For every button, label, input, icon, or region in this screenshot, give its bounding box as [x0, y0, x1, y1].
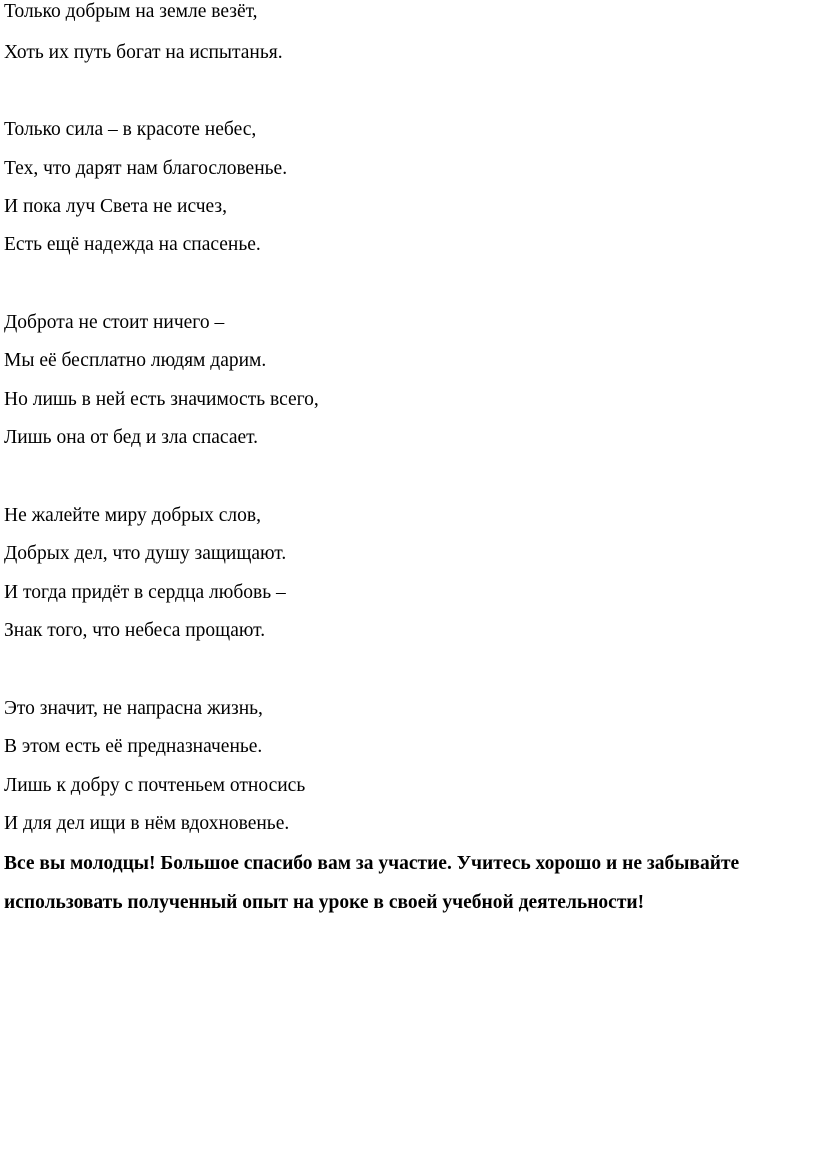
poem-line: Мы её бесплатно людям дарим. [4, 350, 267, 371]
poem-line: Только добрым на земле везёт, [4, 1, 258, 22]
poem-line: Тех, что дарят нам благословенье. [4, 158, 288, 179]
poem-line: И тогда придёт в сердца любовь – [4, 582, 286, 603]
poem-line: Лишь она от бед и зла спасает. [4, 427, 259, 448]
poem-line: Есть ещё надежда на спасенье. [4, 234, 261, 255]
poem-line: Только сила – в красоте небес, [4, 119, 257, 140]
poem-line: И пока луч Света не исчез, [4, 196, 228, 217]
poem-line: Доброта не стоит ничего – [4, 312, 225, 333]
poem-line: Лишь к добру с почтеньем относись [4, 775, 306, 796]
poem-line: Хоть их путь богат на испытанья. [4, 42, 283, 63]
poem-line: В этом есть её предназначенье. [4, 736, 263, 757]
poem-line: И для дел ищи в нём вдохновенье. [4, 813, 290, 834]
poem-line: Не жалейте миру добрых слов, [4, 505, 261, 526]
poem-line: Это значит, не напрасна жизнь, [4, 698, 263, 719]
closing-message: Все вы молодцы! Большое спасибо вам за участие. Учитесь хорошо и не забывайте использовать полученный опыт на уроке в своей учебной деятельности! [4, 853, 740, 913]
poem-line: Знак того, что небеса прощают. [4, 620, 266, 641]
poem-line: Добрых дел, что душу защищают. [4, 543, 287, 564]
poem-line: Но лишь в ней есть значимость всего, [4, 389, 319, 410]
